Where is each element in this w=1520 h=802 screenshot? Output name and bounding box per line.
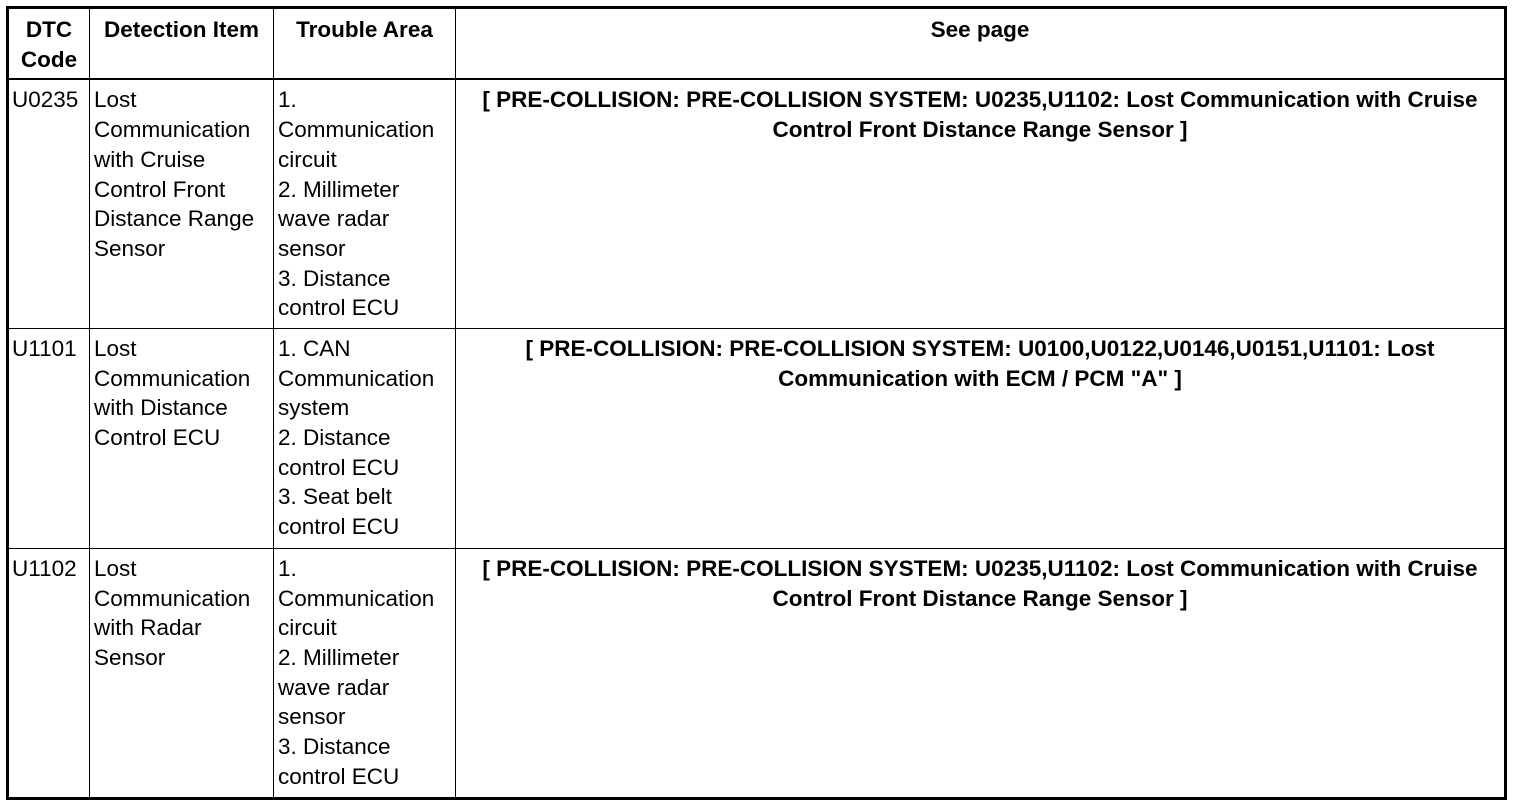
- dtc-table: [6, 6, 1507, 800]
- header-row: [8, 8, 1506, 80]
- table-row: [8, 79, 1506, 328]
- table-row: [8, 328, 1506, 548]
- see-page-link[interactable]: [ PRE-COLLISION: PRE-COLLISION SYSTEM: U0235,U1102: Lost Communication with Cruise Control Front Distance Range Sensor ]: [456, 548, 1506, 798]
- header-see-page: See page: [456, 8, 1506, 80]
- detection-item-cell: Lost Communication with Cruise Control Front Distance Range Sensor: [90, 79, 274, 328]
- dtc-code-cell: U0235: [8, 79, 90, 328]
- header-detection-item: Detection Item: [90, 8, 274, 80]
- trouble-area-cell: 1. CAN Communication system 2. Distance control ECU 3. Seat belt control ECU: [274, 328, 456, 548]
- trouble-area-cell: 1. Communication circuit 2. Millimeter wave radar sensor 3. Distance control ECU: [274, 79, 456, 328]
- table-row: [8, 548, 1506, 798]
- see-page-link[interactable]: [ PRE-COLLISION: PRE-COLLISION SYSTEM: U0235,U1102: Lost Communication with Cruise Control Front Distance Range Sensor ]: [456, 79, 1506, 328]
- detection-item-cell: Lost Communication with Radar Sensor: [90, 548, 274, 798]
- trouble-area-cell: 1. Communication circuit 2. Millimeter wave radar sensor 3. Distance control ECU: [274, 548, 456, 798]
- dtc-code-cell: U1102: [8, 548, 90, 798]
- header-dtc-code: DTC Code: [8, 8, 90, 80]
- dtc-code-cell: U1101: [8, 328, 90, 548]
- detection-item-cell: Lost Communication with Distance Control ECU: [90, 328, 274, 548]
- table-body: [8, 79, 1506, 798]
- table-header: [8, 8, 1506, 80]
- see-page-link[interactable]: [ PRE-COLLISION: PRE-COLLISION SYSTEM: U0100,U0122,U0146,U0151,U1101: Lost Communication with ECM / PCM "A" ]: [456, 328, 1506, 548]
- header-trouble-area: Trouble Area: [274, 8, 456, 80]
